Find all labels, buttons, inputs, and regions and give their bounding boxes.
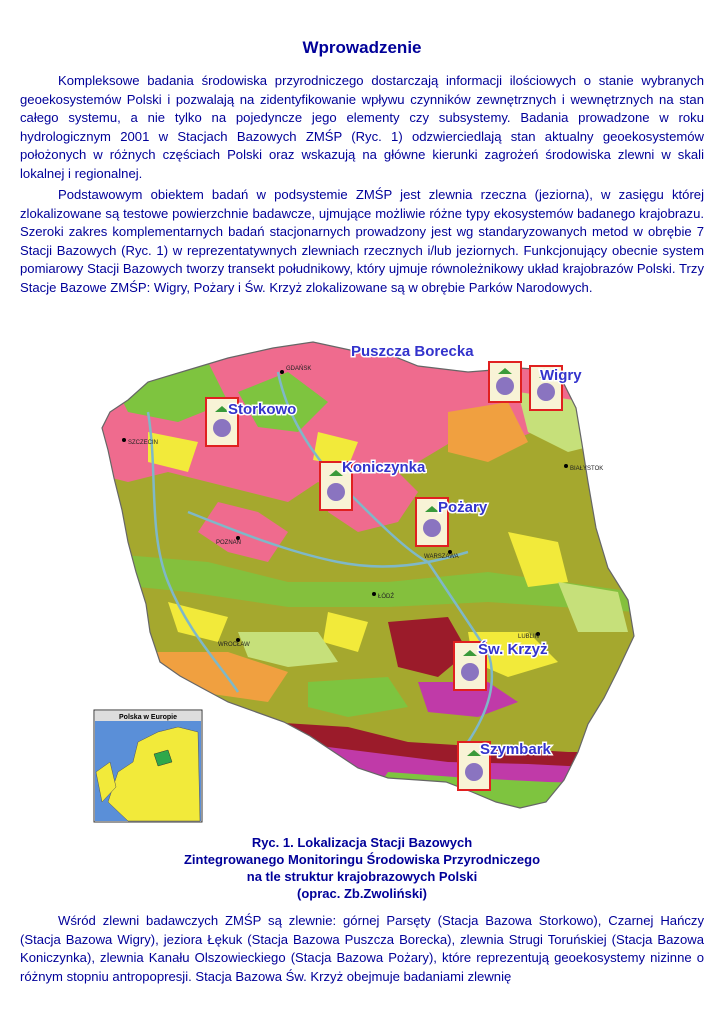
figure-caption [0,834,724,902]
city-szczecin: SZCZECIN [128,440,158,446]
intro-paragraph-2: Podstawowym obiektem badań w podsystemie ZMŚP jest zlewnia rzeczna (jeziorna), w zasięgu której zlokalizowane są testowe powierzchnie badawcze, ujmujące możliwie różne typy ekosystemów badanego krajobrazu. Szeroki zakres komplementarnych badań stacjonarnych prowadzony jest wg standaryzowanych metod w obrębie 7 Stacji Bazowych (Ryc. 1) w reprezentatywnych zlewniach rzecznych i/lub jeziornych. Funkcjonujący obecnie system pomiarowy Stacji Bazowych tworzy transekt południkowy, który ujmuje równoleżnikowy układ krajobrazów Polski. Trzy Stacje Bazowe ZMŚP: Wigry, Pożary i Św. Krzyż zlokalizowane są w obrębie Parków Narodowych. [20,187,704,295]
caption-line-2: Zintegrowanego Monitoringu Środowiska Przyrodniczego [183,852,541,867]
europe-inset-map [94,710,202,822]
station-label-sw-krzyz: Św. Krzyż [478,641,548,658]
station-label-wigry: Wigry [540,367,582,384]
city-wroclaw: WROCŁAW [218,642,250,648]
caption-line-1: Ryc. 1. Lokalizacja Stacji Bazowych [251,835,473,850]
caption-line-4: (oprac. Zb.Zwoliński) [296,886,427,901]
station-label-storkowo: Storkowo [228,401,297,418]
city-bialystok: BIAŁYSTOK [570,466,604,472]
station-label-koniczynka: Koniczynka [342,459,426,476]
intro-paragraph-1: Kompleksowe badania środowiska przyrodniczego dostarczają informacji ilościowych o stanie wybranych geoekosystemów Polski i pozwalają na zidentyfikowanie wpływu czynników zewnętrznych i wewnętrznych na stan całego systemu, a nie tylko na pojedyncze jego elementy czy subsystemy. Badania prowadzone w roku hydrologicznym 2001 w Stacjach Bazowych ZMŚP (Ryc. 1) odzwierciedlają stan aktualny geoekosystemów położonych w różnych częściach Polski oraz wskazują na główne kierunki zagrożeń środowiska zlewni w skali lokalnej i regionalnej. [20,73,704,181]
city-gdansk: GDAŃSK [286,366,312,372]
inset-title: Polska w Europie [119,714,177,721]
city-lublin: LUBLIN [518,634,540,640]
intro-paragraph-3: Wśród zlewni badawczych ZMŚP są zlewnie: górnej Parsęty (Stacja Bazowa Storkowo), Czarnej Hańczy (Stacja Bazowa Wigry), jeziora Łękuk (Stacja Bazowa Puszcza Borecka), zlewnia Strugi Toruńskiej (Stacja Bazowa Koniczynka), zlewnia Kanału Olszowieckiego (Stacja Bazowa Pożary), które reprezentują geoekosystemy nizinne o różnym stopniu antropopresji. Stacja Bazowa Św. Krzyż obejmuje badaniami zlewnię [20,913,704,984]
city-lodz: ŁÓDŹ [378,594,395,600]
station-label-pozary: Pożary [438,499,488,516]
caption-line-3: na tle struktur krajobrazowych Polski [246,869,478,884]
landscape-map [88,332,636,830]
city-poznan: POZNAŃ [216,540,242,546]
station-label-szymbark: Szymbark [480,741,551,758]
city-warszawa: WARSZAWA [424,554,459,560]
page-title: Wprowadzenie [302,38,422,57]
station-label-puszcza-borecka: Puszcza Borecka [351,343,474,360]
